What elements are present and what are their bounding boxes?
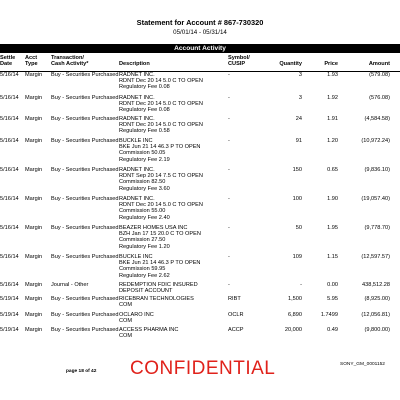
amount: (8,925.00) bbox=[364, 296, 390, 302]
amount: 438,512.28 bbox=[362, 282, 390, 288]
quantity: 6,890 bbox=[288, 312, 302, 318]
symbol: - bbox=[228, 95, 230, 101]
acct-type: Margin bbox=[25, 196, 43, 202]
section-title-bar: Account Activity bbox=[0, 44, 400, 53]
transaction-type: Buy - Securities Purchased bbox=[51, 327, 119, 333]
price: 1.90 bbox=[327, 196, 338, 202]
confidential-stamp: CONFIDENTIAL bbox=[130, 358, 276, 379]
description: BUCKLE INC BKE Jun 21 14 46.3 P TO OPEN Commission 59.95 Regulatory Fee 2.62 bbox=[119, 254, 201, 279]
description: BUCKLE INC BKE Jun 21 14 46.3 P TO OPEN Commission 50.05 Regulatory Fee 2.19 bbox=[119, 138, 201, 163]
acct-type: Margin bbox=[25, 138, 43, 144]
quantity: 100 bbox=[292, 196, 302, 202]
price: 1.20 bbox=[327, 138, 338, 144]
amount: (9,836.10) bbox=[364, 167, 390, 173]
description: RADNET INC. RDNT Dec 20 14 5.0 C TO OPEN Regulatory Fee 0.08 bbox=[119, 95, 203, 114]
header-acct-type: Acct Type bbox=[25, 55, 38, 68]
symbol: - bbox=[228, 116, 230, 122]
acct-type: Margin bbox=[25, 312, 43, 318]
acct-type: Margin bbox=[25, 327, 43, 333]
amount: (9,778.70) bbox=[364, 225, 390, 231]
symbol: OCLR bbox=[228, 312, 244, 318]
price: 0.00 bbox=[327, 282, 338, 288]
description: ACCESS PHARMA INC COM bbox=[119, 327, 179, 340]
symbol: RIBT bbox=[228, 296, 241, 302]
description: RICEBRAN TECHNOLOGIES COM bbox=[119, 296, 194, 309]
symbol: - bbox=[228, 196, 230, 202]
transaction-type: Buy - Securities Purchased bbox=[51, 196, 119, 202]
quantity: 91 bbox=[295, 138, 302, 144]
transaction-type: Buy - Securities Purchased bbox=[51, 116, 119, 122]
settle-date: 5/16/14 bbox=[0, 72, 19, 78]
quantity: 150 bbox=[292, 167, 302, 173]
description: RADNET INC. RDNT Dec 20 14 5.0 C TO OPEN Commission 55.00 Regulatory Fee 2.40 bbox=[119, 196, 203, 221]
description: RADNET INC. RDNT Dec 20 14 5.0 C TO OPEN Regulatory Fee 0.58 bbox=[119, 116, 203, 135]
price: 1.91 bbox=[327, 116, 338, 122]
amount: (4,584.58) bbox=[364, 116, 390, 122]
quantity: 3 bbox=[298, 95, 302, 101]
header-settle-date: Settle Date bbox=[0, 55, 16, 68]
symbol: - bbox=[228, 72, 230, 78]
settle-date: 5/19/14 bbox=[0, 327, 19, 333]
description: REDEMPTION FDIC INSURED DEPOSIT ACCOUNT bbox=[119, 282, 198, 295]
header-amount: Amount bbox=[368, 61, 390, 67]
price: 0.49 bbox=[327, 327, 338, 333]
quantity: 50 bbox=[295, 225, 302, 231]
settle-date: 5/16/14 bbox=[0, 282, 19, 288]
settle-date: 5/16/14 bbox=[0, 167, 19, 173]
header-price: Price bbox=[324, 61, 338, 67]
transaction-type: Buy - Securities Purchased bbox=[51, 72, 119, 78]
price: 1.93 bbox=[327, 72, 338, 78]
symbol: - bbox=[228, 282, 230, 288]
amount: (576.08) bbox=[369, 95, 390, 101]
amount: (9,800.00) bbox=[364, 327, 390, 333]
transaction-type: Buy - Securities Purchased bbox=[51, 225, 119, 231]
header-description: Description bbox=[119, 61, 150, 67]
transaction-type: Buy - Securities Purchased bbox=[51, 312, 119, 318]
symbol: - bbox=[228, 225, 230, 231]
quantity: 20,000 bbox=[284, 327, 302, 333]
amount: (579.08) bbox=[369, 72, 390, 78]
acct-type: Margin bbox=[25, 225, 43, 231]
price: 1.15 bbox=[327, 254, 338, 260]
header-transaction: Transaction/ Cash Activity* bbox=[51, 55, 89, 68]
amount: (19,057.40) bbox=[361, 196, 390, 202]
transaction-type: Journal - Other bbox=[51, 282, 89, 288]
page-number: page 18 of 42 bbox=[66, 369, 97, 374]
price: 0.65 bbox=[327, 167, 338, 173]
settle-date: 5/16/14 bbox=[0, 196, 19, 202]
amount: (12,597.57) bbox=[361, 254, 390, 260]
settle-date: 5/16/14 bbox=[0, 116, 19, 122]
acct-type: Margin bbox=[25, 167, 43, 173]
bates-number: SONY_GM_0001152 bbox=[340, 362, 385, 367]
quantity: 1,500 bbox=[288, 296, 302, 302]
acct-type: Margin bbox=[25, 95, 43, 101]
symbol: - bbox=[228, 254, 230, 260]
acct-type: Margin bbox=[25, 282, 43, 288]
settle-date: 5/16/14 bbox=[0, 254, 19, 260]
settle-date: 5/19/14 bbox=[0, 312, 19, 318]
description: BEAZER HOMES USA INC BZH Jan 17 15 20.0 C TO OPEN Commission 27.50 Regulatory Fee 1.20 bbox=[119, 225, 201, 250]
transaction-type: Buy - Securities Purchased bbox=[51, 95, 119, 101]
quantity: 3 bbox=[298, 72, 302, 78]
settle-date: 5/16/14 bbox=[0, 138, 19, 144]
settle-date: 5/16/14 bbox=[0, 225, 19, 231]
price: 1.7499 bbox=[320, 312, 338, 318]
statement-period: 05/01/14 - 05/31/14 bbox=[173, 29, 227, 36]
description: RADNET INC. RDNT Dec 20 14 5.0 C TO OPEN Regulatory Fee 0.08 bbox=[119, 72, 203, 91]
settle-date: 5/19/14 bbox=[0, 296, 19, 302]
acct-type: Margin bbox=[25, 296, 43, 302]
acct-type: Margin bbox=[25, 254, 43, 260]
price: 1.95 bbox=[327, 225, 338, 231]
quantity: 109 bbox=[292, 254, 302, 260]
amount: (10,972.24) bbox=[361, 138, 390, 144]
symbol: - bbox=[228, 167, 230, 173]
amount: (12,056.81) bbox=[361, 312, 390, 318]
symbol: ACCP bbox=[228, 327, 244, 333]
settle-date: 5/16/14 bbox=[0, 95, 19, 101]
description: OCLARO INC COM bbox=[119, 312, 154, 325]
transaction-type: Buy - Securities Purchased bbox=[51, 167, 119, 173]
quantity: 24 bbox=[295, 116, 302, 122]
transaction-type: Buy - Securities Purchased bbox=[51, 254, 119, 260]
quantity: - bbox=[300, 282, 302, 288]
header-symbol-cusip: Symbol/ CUSIP bbox=[228, 55, 250, 68]
price: 5.95 bbox=[327, 296, 338, 302]
price: 1.92 bbox=[327, 95, 338, 101]
symbol: - bbox=[228, 138, 230, 144]
statement-title: Statement for Account # 867-730320 bbox=[136, 18, 264, 27]
acct-type: Margin bbox=[25, 116, 43, 122]
header-quantity: Quantity bbox=[279, 61, 302, 67]
acct-type: Margin bbox=[25, 72, 43, 78]
description: RADNET INC. RDNT Sep 20 14 7.5 C TO OPEN Commission 82.50 Regulatory Fee 3.60 bbox=[119, 167, 203, 192]
transaction-type: Buy - Securities Purchased bbox=[51, 296, 119, 302]
transaction-type: Buy - Securities Purchased bbox=[51, 138, 119, 144]
